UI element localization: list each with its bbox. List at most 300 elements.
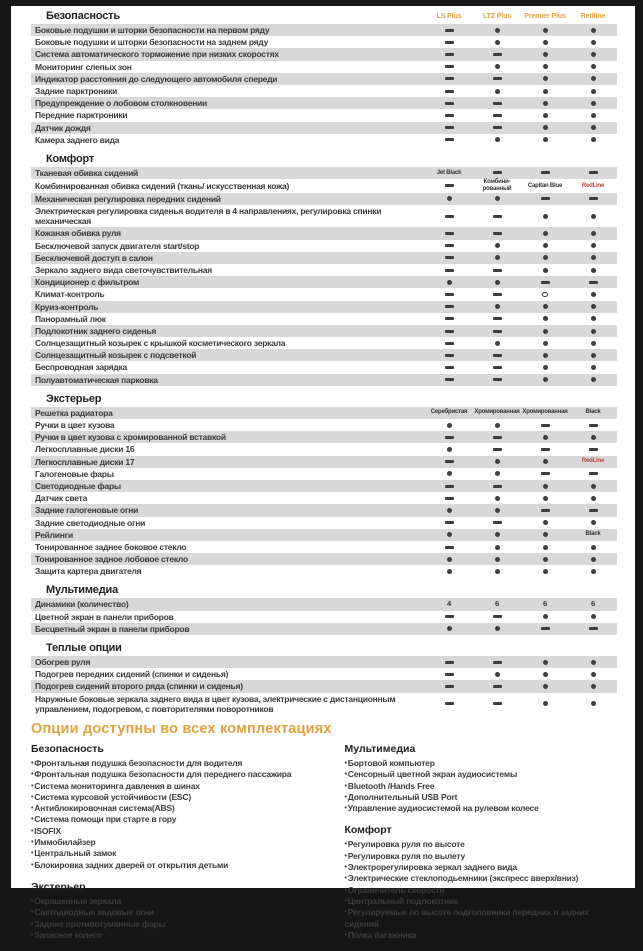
table-row bbox=[31, 361, 617, 373]
feature-label: Зеркало заднего вида светочувствительная bbox=[35, 264, 212, 275]
dash-icon bbox=[445, 232, 454, 235]
dot-icon bbox=[495, 341, 500, 346]
dot-icon bbox=[591, 496, 596, 501]
dash-icon bbox=[445, 244, 454, 247]
value-cell bbox=[521, 349, 569, 361]
value-cell bbox=[569, 553, 617, 565]
feature-label: Цветной экран в панели приборов bbox=[35, 611, 174, 622]
value-cell bbox=[521, 36, 569, 48]
value-cell bbox=[425, 407, 473, 419]
section-title: Мультимедиа bbox=[46, 584, 118, 597]
value-cell bbox=[569, 517, 617, 529]
dash-icon bbox=[589, 424, 598, 427]
dash-icon bbox=[493, 685, 502, 688]
value-cell bbox=[473, 288, 521, 300]
dot-icon bbox=[495, 304, 500, 309]
dot-icon bbox=[495, 255, 500, 260]
dot-icon bbox=[543, 125, 548, 130]
value-cell bbox=[521, 288, 569, 300]
table-row bbox=[31, 529, 617, 541]
dot-icon bbox=[495, 496, 500, 501]
dash-icon bbox=[493, 126, 502, 129]
value-cell bbox=[521, 361, 569, 373]
dash-icon bbox=[493, 317, 502, 320]
value-text: Jet Black bbox=[436, 169, 462, 176]
option-item: • Фронтальная подушка безопасности для водителя bbox=[31, 758, 335, 769]
dot-icon bbox=[447, 626, 452, 631]
dash-icon bbox=[445, 53, 454, 56]
feature-label: Бесключевой доступ в салон bbox=[35, 252, 153, 263]
dot-icon bbox=[495, 626, 500, 631]
value-cell bbox=[425, 134, 473, 146]
value-cell bbox=[425, 122, 473, 134]
value-cell bbox=[473, 480, 521, 492]
value-cell bbox=[473, 565, 521, 577]
value-cell bbox=[569, 337, 617, 349]
value-cell bbox=[473, 431, 521, 443]
dash-icon bbox=[493, 354, 502, 357]
value-cell bbox=[521, 517, 569, 529]
value-cell bbox=[473, 443, 521, 455]
value-text: Capitan Blue bbox=[527, 182, 563, 189]
value-cell bbox=[569, 48, 617, 60]
dash-icon bbox=[493, 232, 502, 235]
option-group bbox=[345, 743, 617, 814]
option-group-title: Безопасность bbox=[31, 742, 104, 755]
feature-label: Задние галогеновые огни bbox=[35, 505, 139, 516]
value-cell bbox=[521, 179, 569, 193]
feature-label: Датчик света bbox=[35, 493, 88, 504]
table-row bbox=[31, 252, 617, 264]
feature-label: Кондиционер с фильтром bbox=[35, 277, 140, 288]
feature-label: Передние парктроники bbox=[35, 110, 128, 121]
dot-icon bbox=[543, 701, 548, 706]
dot-icon bbox=[591, 268, 596, 273]
dash-icon bbox=[589, 281, 598, 284]
value-cell bbox=[473, 24, 521, 36]
dash-icon bbox=[445, 215, 454, 218]
value-cell bbox=[473, 48, 521, 60]
value-cell bbox=[425, 325, 473, 337]
value-cell bbox=[569, 529, 617, 541]
value-cell bbox=[473, 276, 521, 288]
value-text: 6 bbox=[591, 599, 595, 609]
dot-icon bbox=[495, 40, 500, 45]
table-row bbox=[31, 337, 617, 349]
value-cell bbox=[425, 374, 473, 386]
spec-section bbox=[31, 8, 617, 146]
section-header bbox=[31, 391, 617, 407]
dash-icon bbox=[541, 472, 550, 475]
feature-label: Тканевая обивка сидений bbox=[35, 167, 139, 178]
value-cell bbox=[473, 227, 521, 239]
dash-icon bbox=[445, 256, 454, 259]
dash-icon bbox=[493, 485, 502, 488]
value-cell bbox=[521, 407, 569, 419]
feature-label: Задние парктроники bbox=[35, 85, 118, 96]
dot-icon bbox=[591, 545, 596, 550]
dash-icon bbox=[589, 627, 598, 630]
dot-icon bbox=[543, 496, 548, 501]
value-cell bbox=[569, 598, 617, 610]
value-cell bbox=[569, 97, 617, 109]
value-cell bbox=[425, 240, 473, 252]
feature-label: Обогрев руля bbox=[35, 657, 91, 668]
dash-icon bbox=[445, 138, 454, 141]
value-cell bbox=[569, 541, 617, 553]
option-item: • Система курсовой устойчивости (ESC) bbox=[31, 792, 335, 803]
value-cell bbox=[425, 456, 473, 468]
value-cell bbox=[521, 24, 569, 36]
option-item: • Система помощи при старте в гору bbox=[31, 814, 335, 825]
table-row bbox=[31, 193, 617, 205]
value-cell bbox=[425, 264, 473, 276]
table-row bbox=[31, 349, 617, 361]
dot-icon bbox=[495, 569, 500, 574]
dash-icon bbox=[541, 448, 550, 451]
dash-icon bbox=[493, 293, 502, 296]
value-cell bbox=[569, 680, 617, 692]
value-cell bbox=[473, 541, 521, 553]
table-row bbox=[31, 48, 617, 60]
value-cell bbox=[425, 431, 473, 443]
dash-icon bbox=[493, 615, 502, 618]
feature-label: Камера заднего вида bbox=[35, 134, 120, 145]
value-cell bbox=[425, 611, 473, 623]
value-cell bbox=[521, 97, 569, 109]
table-row bbox=[31, 668, 617, 680]
feature-label: Наружные боковые зеркала заднего вида в цвет кузова, электрические с дистанционным управлением, подогревом, с повторителями поворотников bbox=[35, 693, 396, 714]
section-header bbox=[31, 582, 617, 598]
value-cell bbox=[569, 668, 617, 680]
table-row bbox=[31, 24, 617, 36]
feature-label: Круиз-контроль bbox=[35, 301, 99, 312]
value-cell bbox=[473, 205, 521, 227]
dash-icon bbox=[541, 627, 550, 630]
dot-icon bbox=[591, 214, 596, 219]
feature-label: Подлокотник заднего сиденья bbox=[35, 325, 157, 336]
value-cell bbox=[521, 565, 569, 577]
value-cell bbox=[569, 374, 617, 386]
value-cell bbox=[569, 205, 617, 227]
table-row bbox=[31, 85, 617, 97]
value-cell bbox=[425, 36, 473, 48]
value-cell bbox=[569, 193, 617, 205]
feature-label: Панорамный люк bbox=[35, 313, 106, 324]
dot-icon bbox=[543, 484, 548, 489]
value-cell bbox=[569, 122, 617, 134]
value-cell bbox=[569, 656, 617, 668]
value-cell bbox=[569, 693, 617, 715]
value-cell bbox=[521, 419, 569, 431]
option-group bbox=[31, 743, 335, 871]
value-cell bbox=[473, 61, 521, 73]
dot-icon bbox=[543, 255, 548, 260]
value-cell bbox=[473, 349, 521, 361]
table-row bbox=[31, 541, 617, 553]
feature-label: Галогеновые фары bbox=[35, 468, 114, 479]
value-cell bbox=[473, 419, 521, 431]
dot-icon bbox=[495, 64, 500, 69]
table-row bbox=[31, 240, 617, 252]
dot-icon bbox=[591, 672, 596, 677]
value-cell bbox=[473, 517, 521, 529]
option-item: • Регулировка руля по вылету bbox=[345, 851, 617, 862]
dot-icon bbox=[591, 341, 596, 346]
feature-label: Бесключевой запуск двигателя start/stop bbox=[35, 240, 200, 251]
dot-icon bbox=[591, 701, 596, 706]
dash-icon bbox=[493, 102, 502, 105]
dot-icon bbox=[591, 365, 596, 370]
table-row bbox=[31, 36, 617, 48]
dot-icon bbox=[495, 89, 500, 94]
value-cell bbox=[425, 337, 473, 349]
value-cell bbox=[473, 264, 521, 276]
value-cell bbox=[569, 36, 617, 48]
value-cell bbox=[569, 288, 617, 300]
all-trims-title: Опции доступны во всех комплектациях bbox=[31, 720, 332, 737]
value-cell bbox=[425, 553, 473, 565]
value-cell bbox=[569, 456, 617, 468]
value-cell bbox=[425, 227, 473, 239]
dash-icon bbox=[589, 197, 598, 200]
value-cell bbox=[473, 85, 521, 97]
dash-icon bbox=[493, 53, 502, 56]
dot-icon bbox=[495, 471, 500, 476]
value-cell bbox=[425, 623, 473, 635]
table-row bbox=[31, 598, 617, 610]
spec-section bbox=[31, 391, 617, 578]
dot-icon bbox=[591, 101, 596, 106]
value-cell bbox=[473, 122, 521, 134]
dash-icon bbox=[445, 378, 454, 381]
dot-icon bbox=[543, 545, 548, 550]
dash-icon bbox=[445, 65, 454, 68]
dot-icon bbox=[591, 52, 596, 57]
option-item: • Электрорегулировка зеркал заднего вида bbox=[345, 862, 617, 873]
dot-icon bbox=[591, 684, 596, 689]
table-row bbox=[31, 468, 617, 480]
section-header bbox=[31, 8, 617, 24]
dot-icon bbox=[543, 660, 548, 665]
dash-icon bbox=[445, 615, 454, 618]
dash-icon bbox=[589, 472, 598, 475]
feature-label: Боковые подушки и шторки безопасности на первом ряду bbox=[35, 25, 270, 35]
value-cell bbox=[425, 288, 473, 300]
option-item: • Управление аудиосистемой на рулевом колесе bbox=[345, 803, 617, 814]
trim-column-header: LTZ Plus bbox=[482, 13, 512, 20]
value-cell bbox=[425, 517, 473, 529]
option-item: • Система мониторинга давления в шинах bbox=[31, 781, 335, 792]
table-row bbox=[31, 517, 617, 529]
value-cell bbox=[425, 443, 473, 455]
value-cell bbox=[473, 680, 521, 692]
value-cell bbox=[425, 73, 473, 85]
value-cell bbox=[425, 276, 473, 288]
value-cell bbox=[569, 264, 617, 276]
dot-icon bbox=[543, 40, 548, 45]
feature-label: Механическая регулировка передних сидений bbox=[35, 193, 221, 204]
value-text: 6 bbox=[495, 599, 499, 609]
table-row bbox=[31, 205, 617, 227]
dot-icon bbox=[543, 353, 548, 358]
feature-label: Динамики (количество) bbox=[35, 599, 129, 610]
table-row bbox=[31, 504, 617, 516]
value-cell bbox=[473, 529, 521, 541]
value-cell bbox=[473, 492, 521, 504]
value-cell bbox=[521, 122, 569, 134]
value-cell bbox=[521, 134, 569, 146]
dot-icon bbox=[543, 520, 548, 525]
dash-icon bbox=[589, 509, 598, 512]
dot-icon bbox=[591, 660, 596, 665]
dash-icon bbox=[445, 317, 454, 320]
dot-icon bbox=[543, 76, 548, 81]
dash-icon bbox=[493, 521, 502, 524]
value-cell bbox=[473, 361, 521, 373]
dot-icon bbox=[447, 280, 452, 285]
feature-label: Подогрев сидений второго ряда (спинки и сиденья) bbox=[35, 681, 243, 692]
spec-section bbox=[31, 582, 617, 635]
table-row bbox=[31, 122, 617, 134]
feature-label: Солнцезащитный козырек с крышкой косметического зеркала bbox=[35, 338, 286, 349]
value-cell bbox=[521, 240, 569, 252]
dot-icon bbox=[543, 231, 548, 236]
dash-icon bbox=[445, 366, 454, 369]
value-cell bbox=[521, 492, 569, 504]
dot-icon bbox=[543, 268, 548, 273]
value-cell bbox=[473, 73, 521, 85]
value-cell bbox=[521, 325, 569, 337]
section-title: Экстерьер bbox=[46, 392, 102, 405]
dot-icon bbox=[543, 64, 548, 69]
dash-icon bbox=[445, 673, 454, 676]
value-cell bbox=[425, 565, 473, 577]
feature-label: Мониторинг слепых зон bbox=[35, 61, 132, 72]
value-cell bbox=[473, 456, 521, 468]
value-cell bbox=[569, 167, 617, 179]
table-row bbox=[31, 301, 617, 313]
value-cell bbox=[473, 109, 521, 121]
dot-icon bbox=[543, 684, 548, 689]
all-trims-left-column bbox=[31, 739, 345, 951]
value-cell bbox=[521, 313, 569, 325]
value-cell bbox=[569, 623, 617, 635]
value-cell bbox=[569, 179, 617, 193]
dot-icon bbox=[543, 341, 548, 346]
dash-icon bbox=[445, 497, 454, 500]
dot-icon bbox=[543, 101, 548, 106]
value-text: Black bbox=[585, 531, 601, 538]
value-cell bbox=[569, 407, 617, 419]
value-cell bbox=[569, 419, 617, 431]
value-cell bbox=[569, 276, 617, 288]
dash-icon bbox=[445, 29, 454, 32]
value-cell bbox=[473, 693, 521, 715]
table-row bbox=[31, 431, 617, 443]
table-row bbox=[31, 492, 617, 504]
table-row bbox=[31, 680, 617, 692]
value-cell bbox=[425, 301, 473, 313]
option-item: • Окрашенные зеркала bbox=[31, 896, 335, 907]
dash-icon bbox=[493, 114, 502, 117]
dot-icon bbox=[543, 113, 548, 118]
dot-icon bbox=[591, 292, 596, 297]
all-trims-right-column bbox=[345, 739, 617, 951]
value-cell bbox=[425, 668, 473, 680]
value-cell bbox=[521, 276, 569, 288]
value-text: 4 bbox=[447, 599, 451, 609]
dot-icon bbox=[591, 89, 596, 94]
table-row bbox=[31, 456, 617, 468]
value-cell bbox=[569, 565, 617, 577]
value-cell bbox=[569, 611, 617, 623]
dash-icon bbox=[493, 661, 502, 664]
section-title: Теплые опции bbox=[46, 642, 122, 655]
value-cell bbox=[521, 85, 569, 97]
dash-icon bbox=[589, 448, 598, 451]
dash-icon bbox=[493, 702, 502, 705]
value-text: Хромированная bbox=[522, 409, 568, 416]
table-row bbox=[31, 656, 617, 668]
value-text: Комбини- рованный bbox=[482, 179, 512, 192]
value-cell bbox=[521, 656, 569, 668]
dash-icon bbox=[541, 509, 550, 512]
dot-icon bbox=[495, 545, 500, 550]
option-item: • Блокировка задних дверей от открытия детьми bbox=[31, 860, 335, 871]
value-cell bbox=[425, 504, 473, 516]
table-row bbox=[31, 179, 617, 193]
dot-icon bbox=[591, 40, 596, 45]
table-row bbox=[31, 553, 617, 565]
dash-icon bbox=[493, 366, 502, 369]
value-text: RedLine bbox=[581, 458, 605, 465]
value-cell bbox=[425, 193, 473, 205]
dash-icon bbox=[445, 293, 454, 296]
option-item: • Центральный подлокотник bbox=[345, 896, 617, 907]
trim-comparison-table bbox=[31, 8, 617, 715]
brochure-page bbox=[11, 6, 635, 940]
dot-icon bbox=[543, 243, 548, 248]
value-cell bbox=[569, 109, 617, 121]
value-cell bbox=[521, 529, 569, 541]
dot-icon bbox=[543, 672, 548, 677]
dot-icon bbox=[591, 113, 596, 118]
value-text: Black bbox=[585, 409, 601, 416]
value-cell bbox=[521, 73, 569, 85]
dash-icon bbox=[445, 702, 454, 705]
dot-icon bbox=[495, 532, 500, 537]
option-group-title: Экстерьер bbox=[31, 880, 86, 893]
value-cell bbox=[569, 325, 617, 337]
table-row bbox=[31, 167, 617, 179]
dot-icon bbox=[543, 557, 548, 562]
trim-column-header: Redline bbox=[580, 13, 606, 20]
dot-icon bbox=[591, 76, 596, 81]
dot-icon bbox=[495, 459, 500, 464]
value-cell bbox=[473, 325, 521, 337]
value-cell bbox=[569, 24, 617, 36]
value-cell bbox=[473, 193, 521, 205]
dot-icon bbox=[591, 614, 596, 619]
option-item: • Электрические стеклоподьемники (экспресс вверх/вниз) bbox=[345, 873, 617, 884]
table-row bbox=[31, 264, 617, 276]
dash-icon bbox=[445, 485, 454, 488]
dash-icon bbox=[541, 281, 550, 284]
value-cell bbox=[521, 443, 569, 455]
value-cell bbox=[521, 431, 569, 443]
value-cell bbox=[521, 480, 569, 492]
